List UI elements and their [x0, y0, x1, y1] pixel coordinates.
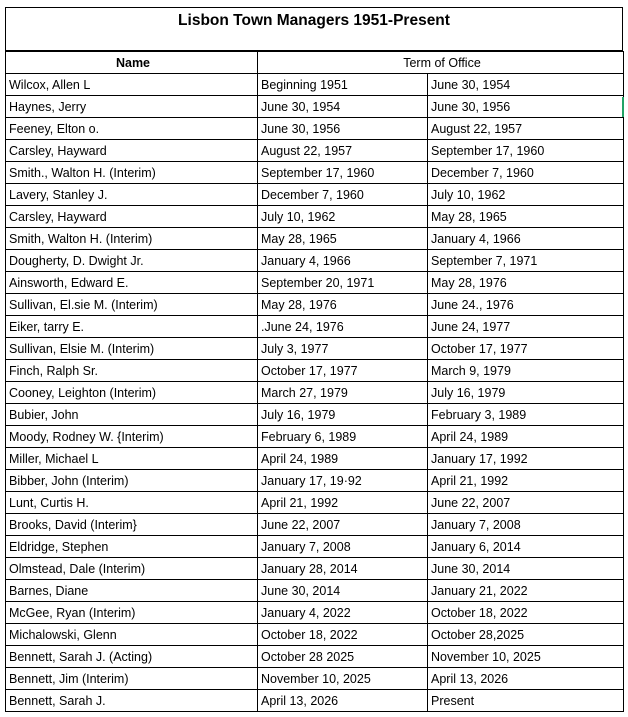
term-start-cell[interactable]: June 30, 1954 — [258, 96, 428, 118]
term-end-cell[interactable]: April 21, 1992 — [428, 470, 624, 492]
table-row — [6, 294, 624, 316]
page-title: Lisbon Town Managers 1951-Present — [178, 12, 450, 29]
term-end-cell[interactable]: April 13, 2026 — [428, 668, 624, 690]
selection-edge — [622, 97, 624, 117]
name-cell[interactable]: Bennett, Jim (Interim) — [6, 668, 258, 690]
name-cell[interactable]: Miller, Michael L — [6, 448, 258, 470]
table-row — [6, 426, 624, 448]
table-row — [6, 668, 624, 690]
table-row — [6, 602, 624, 624]
table-row — [6, 162, 624, 184]
table-row — [6, 96, 624, 118]
term-start-cell[interactable]: July 16, 1979 — [258, 404, 428, 426]
term-start-cell[interactable]: February 6, 1989 — [258, 426, 428, 448]
name-cell[interactable]: Cooney, Leighton (Interim) — [6, 382, 258, 404]
table-row — [6, 448, 624, 470]
term-end-cell[interactable]: August 22, 1957 — [428, 118, 624, 140]
name-cell[interactable]: Smith., Walton H. (Interim) — [6, 162, 258, 184]
term-start-cell[interactable]: June 30, 1956 — [258, 118, 428, 140]
name-cell[interactable]: Carsley, Hayward — [6, 206, 258, 228]
term-end-cell[interactable]: Present — [428, 690, 624, 712]
term-end-cell[interactable]: March 9, 1979 — [428, 360, 624, 382]
term-start-cell[interactable]: March 27, 1979 — [258, 382, 428, 404]
term-start-cell[interactable]: July 3, 1977 — [258, 338, 428, 360]
term-start-cell[interactable]: January 4, 2022 — [258, 602, 428, 624]
table-row — [6, 624, 624, 646]
term-start-cell[interactable]: September 20, 1971 — [258, 272, 428, 294]
table-row — [6, 690, 624, 712]
managers-table — [5, 51, 624, 712]
term-end-cell[interactable]: June 22, 2007 — [428, 492, 624, 514]
name-cell[interactable]: Eldridge, Stephen — [6, 536, 258, 558]
term-start-cell[interactable]: June 30, 2014 — [258, 580, 428, 602]
term-end-cell[interactable]: January 21, 2022 — [428, 580, 624, 602]
term-header[interactable]: Term of Office — [258, 52, 624, 74]
table-row — [6, 470, 624, 492]
term-end-cell[interactable]: December 7, 1960 — [428, 162, 624, 184]
term-start-cell[interactable]: January 7, 2008 — [258, 536, 428, 558]
term-end-cell[interactable]: January 7, 2008 — [428, 514, 624, 536]
table-row — [6, 404, 624, 426]
term-end-cell[interactable]: February 3, 1989 — [428, 404, 624, 426]
term-start-cell[interactable]: July 10, 1962 — [258, 206, 428, 228]
term-end-cell[interactable]: January 17, 1992 — [428, 448, 624, 470]
term-end-cell[interactable]: January 4, 1966 — [428, 228, 624, 250]
term-start-cell[interactable]: May 28, 1965 — [258, 228, 428, 250]
name-cell[interactable]: Olmstead, Dale (Interim) — [6, 558, 258, 580]
table-row — [6, 558, 624, 580]
name-cell[interactable]: Moody, Rodney W. {Interim) — [6, 426, 258, 448]
name-cell[interactable]: Bennett, Sarah J. — [6, 690, 258, 712]
term-end-cell[interactable]: June 30, 1956 — [428, 96, 624, 118]
table-row — [6, 580, 624, 602]
table-row — [6, 646, 624, 668]
term-start-cell[interactable]: January 28, 2014 — [258, 558, 428, 580]
name-header[interactable]: Name — [6, 52, 258, 74]
term-end-cell[interactable]: November 10, 2025 — [428, 646, 624, 668]
term-start-cell[interactable]: .June 24, 1976 — [258, 316, 428, 338]
term-end-cell[interactable]: September 7, 1971 — [428, 250, 624, 272]
term-end-cell[interactable]: July 10, 1962 — [428, 184, 624, 206]
term-start-cell[interactable]: January 4, 1966 — [258, 250, 428, 272]
name-cell[interactable]: Bibber, John (Interim) — [6, 470, 258, 492]
term-start-cell[interactable]: October 28 2025 — [258, 646, 428, 668]
table-row — [6, 74, 624, 96]
name-cell[interactable]: McGee, Ryan (Interim) — [6, 602, 258, 624]
term-end-cell[interactable]: May 28, 1976 — [428, 272, 624, 294]
term-start-cell[interactable]: September 17, 1960 — [258, 162, 428, 184]
table-row — [6, 492, 624, 514]
title-cell[interactable] — [5, 7, 623, 51]
term-end-cell[interactable]: June 24, 1977 — [428, 316, 624, 338]
term-start-cell[interactable]: April 24, 1989 — [258, 448, 428, 470]
name-cell[interactable]: Lavery, Stanley J. — [6, 184, 258, 206]
name-cell[interactable]: Barnes, Diane — [6, 580, 258, 602]
term-start-cell[interactable]: August 22, 1957 — [258, 140, 428, 162]
name-cell[interactable]: Dougherty, D. Dwight Jr. — [6, 250, 258, 272]
term-end-cell[interactable]: April 24, 1989 — [428, 426, 624, 448]
name-cell[interactable]: Carsley, Hayward — [6, 140, 258, 162]
term-start-cell[interactable]: May 28, 1976 — [258, 294, 428, 316]
name-cell[interactable]: Smith, Walton H. (Interim) — [6, 228, 258, 250]
term-end-cell[interactable]: October 28,2025 — [428, 624, 624, 646]
term-start-cell[interactable]: December 7, 1960 — [258, 184, 428, 206]
name-cell[interactable]: Sullivan, El.sie M. (Interim) — [6, 294, 258, 316]
table-row — [6, 118, 624, 140]
table-row — [6, 338, 624, 360]
name-cell[interactable]: Bubier, John — [6, 404, 258, 426]
name-cell[interactable]: Lunt, Curtis H. — [6, 492, 258, 514]
table-row — [6, 228, 624, 250]
spreadsheet — [5, 7, 623, 712]
table-row — [6, 360, 624, 382]
table-row — [6, 206, 624, 228]
name-cell[interactable]: Sullivan, Elsie M. (Interim) — [6, 338, 258, 360]
term-end-cell[interactable]: October 18, 2022 — [428, 602, 624, 624]
term-start-cell[interactable]: April 21, 1992 — [258, 492, 428, 514]
table-row — [6, 514, 624, 536]
table-row — [6, 316, 624, 338]
table-row — [6, 272, 624, 294]
table-body — [6, 74, 624, 712]
name-cell[interactable]: Eiker, tarry E. — [6, 316, 258, 338]
table-row — [6, 382, 624, 404]
table-row — [6, 140, 624, 162]
name-cell[interactable]: Ainsworth, Edward E. — [6, 272, 258, 294]
term-end-cell[interactable]: June 30, 1954 — [428, 74, 624, 96]
name-cell[interactable]: Finch, Ralph Sr. — [6, 360, 258, 382]
table-row — [6, 250, 624, 272]
term-end-cell[interactable]: October 17, 1977 — [428, 338, 624, 360]
term-end-cell[interactable]: September 17, 1960 — [428, 140, 624, 162]
term-start-cell[interactable]: June 22, 2007 — [258, 514, 428, 536]
table-row — [6, 536, 624, 558]
term-end-cell[interactable]: January 6, 2014 — [428, 536, 624, 558]
table-row — [6, 184, 624, 206]
name-cell[interactable]: Bennett, Sarah J. (Acting) — [6, 646, 258, 668]
term-end-cell[interactable]: May 28, 1965 — [428, 206, 624, 228]
name-cell[interactable]: Michalowski, Glenn — [6, 624, 258, 646]
name-cell[interactable]: Wilcox, Allen L — [6, 74, 258, 96]
term-start-cell[interactable]: Beginning 1951 — [258, 74, 428, 96]
term-start-cell[interactable]: October 17, 1977 — [258, 360, 428, 382]
name-cell[interactable]: Brooks, David (Interim} — [6, 514, 258, 536]
header-row — [6, 52, 624, 74]
name-cell[interactable]: Feeney, Elton o. — [6, 118, 258, 140]
term-start-cell[interactable]: October 18, 2022 — [258, 624, 428, 646]
term-end-cell[interactable]: July 16, 1979 — [428, 382, 624, 404]
term-end-cell[interactable]: June 30, 2014 — [428, 558, 624, 580]
term-start-cell[interactable]: November 10, 2025 — [258, 668, 428, 690]
term-start-cell[interactable]: April 13, 2026 — [258, 690, 428, 712]
name-cell[interactable]: Haynes, Jerry — [6, 96, 258, 118]
term-end-cell[interactable]: June 24., 1976 — [428, 294, 624, 316]
term-start-cell[interactable]: January 17, 19·92 — [258, 470, 428, 492]
